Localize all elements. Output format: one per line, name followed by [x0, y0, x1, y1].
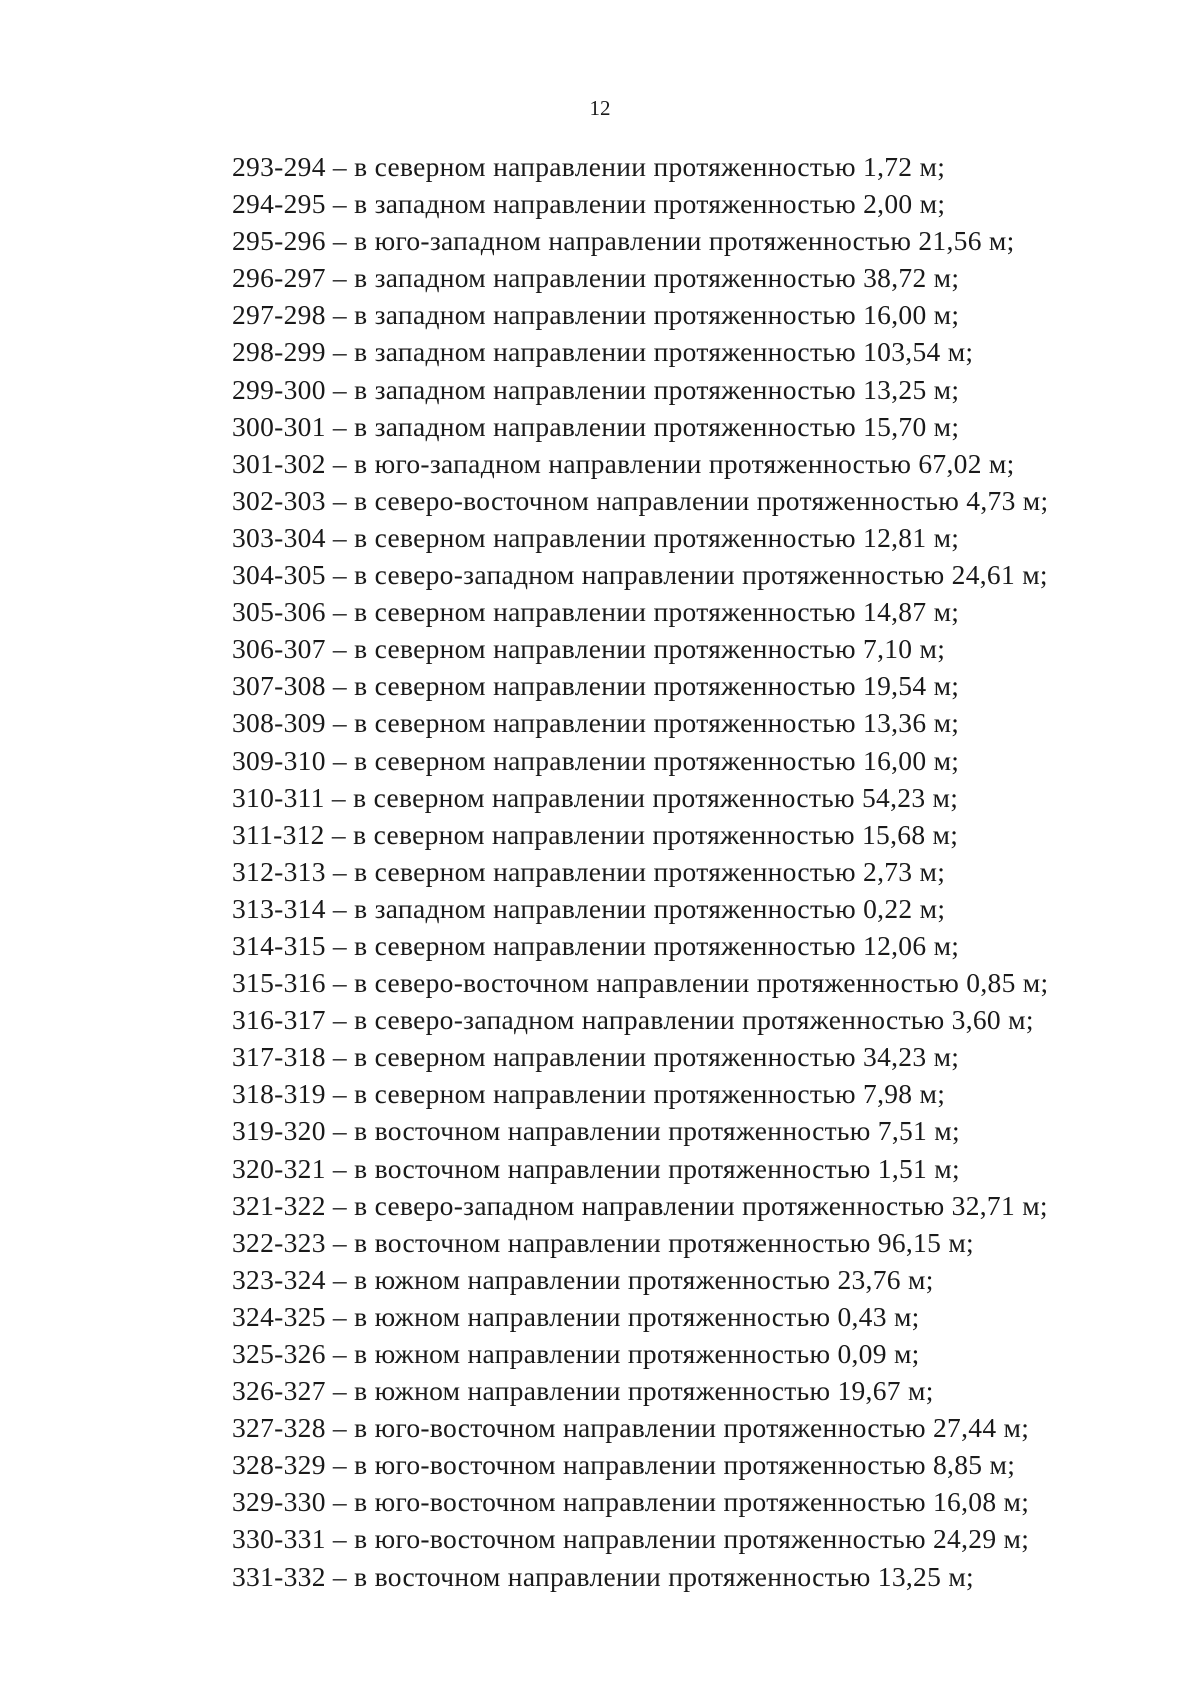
- list-item: [232, 1558, 1132, 1595]
- boundary-segment-text: 326-327 – в южном направлении протяженностью 19,67 м;: [232, 1375, 934, 1407]
- boundary-segment-text: 325-326 – в южном направлении протяженностью 0,09 м;: [232, 1338, 920, 1369]
- boundary-segment-text: 298-299 – в западном направлении протяженностью 103,54 м;: [232, 336, 974, 368]
- list-item: [232, 259, 1132, 296]
- boundary-segment-text: 313-314 – в западном направлении протяженностью 0,22 м;: [232, 892, 946, 924]
- list-item: [232, 779, 1132, 816]
- boundary-segment-text: 323-324 – в южном направлении протяженностью 23,76 м;: [232, 1263, 934, 1295]
- list-item: [232, 964, 1132, 1001]
- boundary-segment-text: 302-303 – в северо-восточном направлении протяженностью 4,73 м;: [232, 484, 1049, 516]
- boundary-segment-text: 321-322 – в северо-западном направлении протяженностью 32,71 м;: [232, 1189, 1048, 1221]
- boundary-segment-text: 331-332 – в восточном направлении протяженностью 13,25 м;: [232, 1560, 974, 1592]
- boundary-segment-text: 297-298 – в западном направлении протяженностью 16,00 м;: [232, 299, 960, 331]
- list-item: [232, 1298, 1132, 1335]
- boundary-segment-text: 295-296 – в юго-западном направлении протяженностью 21,56 м;: [232, 225, 1015, 257]
- list-item: [232, 222, 1132, 259]
- list-item: [232, 1075, 1132, 1112]
- list-item: [232, 296, 1132, 333]
- list-item: [232, 1335, 1132, 1372]
- list-item: [232, 519, 1132, 556]
- list-item: [232, 890, 1132, 927]
- list-item: [232, 1409, 1132, 1446]
- list-item: [232, 853, 1132, 890]
- boundary-segment-text: 308-309 – в северном направлении протяженностью 13,36 м;: [232, 707, 960, 739]
- boundary-segment-text: 307-308 – в северном направлении протяженностью 19,54 м;: [232, 670, 960, 702]
- boundary-segment-text: 330-331 – в юго-восточном направлении протяженностью 24,29 м;: [232, 1523, 1030, 1555]
- boundary-segment-text: 311-312 – в северном направлении протяженностью 15,68 м;: [232, 818, 959, 850]
- list-item: [232, 704, 1132, 741]
- boundary-segment-text: 319-320 – в восточном направлении протяженностью 7,51 м;: [232, 1115, 960, 1147]
- list-item: [232, 185, 1132, 222]
- boundary-segment-text: 324-325 – в южном направлении протяженностью 0,43 м;: [232, 1300, 920, 1332]
- list-item: [232, 1112, 1132, 1149]
- boundary-segment-list: [232, 148, 1132, 1595]
- boundary-segment-text: 315-316 – в северо-восточном направлении протяженностью 0,85 м;: [232, 967, 1049, 999]
- list-item: [232, 630, 1132, 667]
- list-item: [232, 1187, 1132, 1224]
- list-item: [232, 1372, 1132, 1409]
- list-item: [232, 1224, 1132, 1261]
- boundary-segment-text: 304-305 – в северо-западном направлении протяженностью 24,61 м;: [232, 559, 1048, 591]
- boundary-segment-text: 310-311 – в северном направлении протяженностью 54,23 м;: [232, 781, 959, 813]
- boundary-segment-text: 299-300 – в западном направлении протяженностью 13,25 м;: [232, 373, 960, 405]
- list-item: [232, 1001, 1132, 1038]
- boundary-segment-text: 296-297 – в западном направлении протяженностью 38,72 м;: [232, 262, 960, 294]
- list-item: [232, 816, 1132, 853]
- boundary-segment-text: 305-306 – в северном направлении протяженностью 14,87 м;: [232, 596, 960, 628]
- boundary-segment-text: 328-329 – в юго-восточном направлении протяженностью 8,85 м;: [232, 1449, 1016, 1481]
- page-number: 12: [589, 96, 611, 120]
- list-item: [232, 1520, 1132, 1557]
- boundary-segment-text: 329-330 – в юго-восточном направлении протяженностью 16,08 м;: [232, 1486, 1030, 1518]
- boundary-segment-text: 320-321 – в восточном направлении протяженностью 1,51 м;: [232, 1152, 960, 1184]
- boundary-segment-text: 294-295 – в западном направлении протяженностью 2,00 м;: [232, 188, 946, 220]
- boundary-segment-text: 293-294 – в северном направлении протяженностью 1,72 м;: [232, 151, 946, 182]
- boundary-segment-text: 316-317 – в северо-западном направлении протяженностью 3,60 м;: [232, 1004, 1034, 1036]
- list-item: [232, 1483, 1132, 1520]
- boundary-segment-text: 309-310 – в северном направлении протяженностью 16,00 м;: [232, 744, 960, 776]
- list-item: [232, 593, 1132, 630]
- list-item: [232, 1261, 1132, 1298]
- list-item: [232, 333, 1132, 370]
- list-item: [232, 556, 1132, 593]
- boundary-segment-text: 306-307 – в северном направлении протяженностью 7,10 м;: [232, 633, 946, 665]
- boundary-segment-text: 301-302 – в юго-западном направлении протяженностью 67,02 м;: [232, 447, 1015, 479]
- list-item: [232, 408, 1132, 445]
- list-item: [232, 482, 1132, 519]
- list-item: [232, 1150, 1132, 1187]
- list-item: [232, 445, 1132, 482]
- boundary-segment-text: 318-319 – в северном направлении протяженностью 7,98 м;: [232, 1078, 946, 1110]
- list-item: [232, 1446, 1132, 1483]
- boundary-segment-text: 317-318 – в северном направлении протяженностью 34,23 м;: [232, 1041, 960, 1073]
- list-item: [232, 667, 1132, 704]
- list-item: [232, 1038, 1132, 1075]
- boundary-segment-text: 314-315 – в северном направлении протяженностью 12,06 м;: [232, 929, 960, 961]
- boundary-segment-text: 322-323 – в восточном направлении протяженностью 96,15 м;: [232, 1226, 974, 1258]
- list-item: [232, 148, 1132, 185]
- list-item: [232, 927, 1132, 964]
- boundary-segment-text: 327-328 – в юго-восточном направлении протяженностью 27,44 м;: [232, 1412, 1030, 1444]
- list-item: [232, 371, 1132, 408]
- list-item: [232, 742, 1132, 779]
- boundary-segment-text: 312-313 – в северном направлении протяженностью 2,73 м;: [232, 855, 946, 887]
- boundary-segment-text: 303-304 – в северном направлении протяженностью 12,81 м;: [232, 521, 960, 553]
- boundary-segment-text: 300-301 – в западном направлении протяженностью 15,70 м;: [232, 410, 960, 442]
